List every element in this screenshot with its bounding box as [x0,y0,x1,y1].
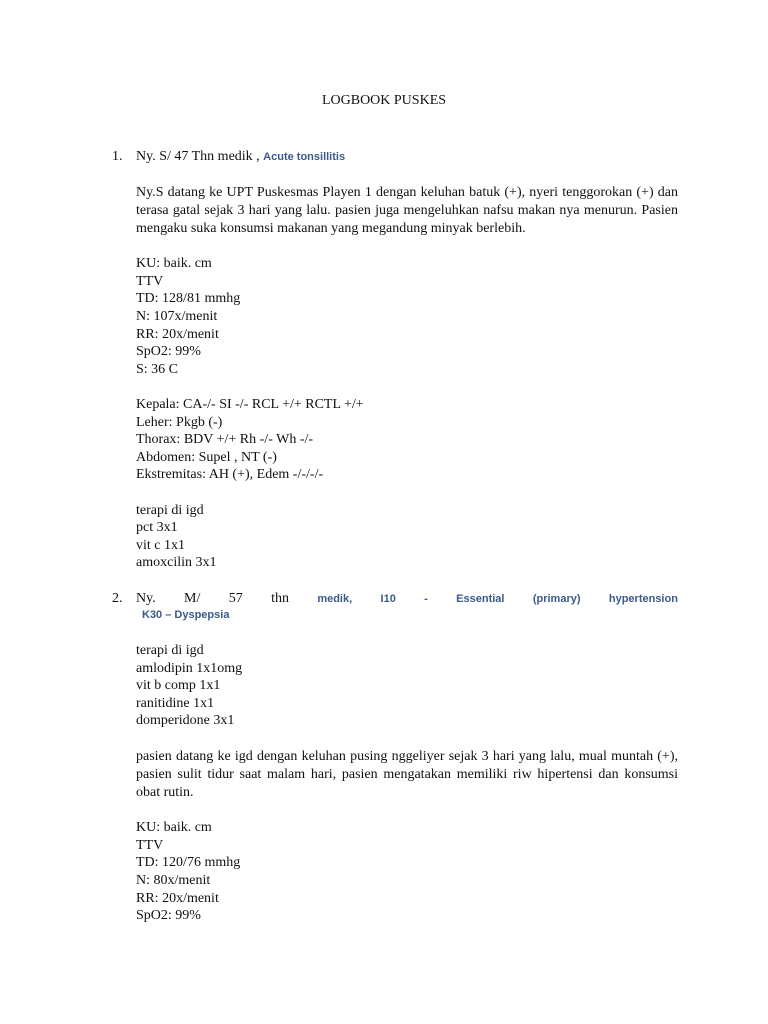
logbook-entry-2 [112,590,678,925]
diagnosis-word: I10 [380,593,396,605]
vital-line: TD: 120/76 mmhg [136,855,241,871]
therapy-line: terapi di igd [136,643,204,658]
therapy-line: terapi di igd [136,502,204,518]
therapy-line: ranitidine 1x1 [136,695,215,711]
diagnosis-word: (primary) [532,593,581,605]
document-title: LOGBOOK PUSKES [321,93,447,108]
patient-word: Ny. [136,591,156,606]
vital-line: KU: baik. cm [136,256,212,272]
exam-line: Abdomen: Supel , NT (-) [136,449,277,465]
diagnosis-word: hypertension [608,593,678,605]
vital-line: RR: 20x/menit [136,326,219,342]
diagnosis-word: - [424,593,428,605]
vital-line: SpO2: 99% [136,908,201,924]
diagnosis-secondary: K30 – Dyspepsia [142,609,230,621]
therapy-line: vit b comp 1x1 [136,678,221,694]
entry-number: 1. [112,149,123,164]
therapy-line: amlodipin 1x1omg [136,660,243,676]
vital-line: TTV [136,273,164,289]
entry-number: 2. [112,591,123,606]
therapy-line: pct 3x1 [136,520,178,536]
exam-line: Thorax: BDV +/+ Rh -/- Wh -/- [136,432,314,448]
physical-exam-list [136,396,678,484]
patient-info: Ny. S/ 47 Thn medik , [136,149,260,164]
anamnesis-paragraph: Ny.S datang ke UPT Puskesmas Playen 1 dengan keluhan batuk (+), nyeri tenggorokan (+) dan terasa gatal sejak 3 hari yang lalu. pasien juga mengeluhkan nafsu makan nya menurun. Pasien mengaku suka konsumsi makanan yang megandung minyak berlebih. [136,184,678,236]
patient-word: thn [271,591,289,606]
vital-line: S: 36 C [136,361,179,377]
vital-line: N: 80x/menit [136,872,211,888]
therapy-list [136,502,678,572]
entry-heading [136,590,678,608]
therapy-list [136,642,678,730]
patient-word: 57 [228,591,243,606]
entry-heading [136,148,678,166]
entry-content [136,590,678,925]
entry-content [136,148,678,572]
logbook-entry-1 [112,148,678,572]
diagnosis-word: Essential [456,593,505,605]
exam-line: Leher: Pkgb (-) [136,414,223,430]
vital-line: KU: baik. cm [136,820,212,836]
patient-word: M/ [184,591,201,606]
vital-line: RR: 20x/menit [136,890,219,906]
vitals-list [136,819,678,925]
vital-line: TTV [136,837,164,853]
vital-line: SpO2: 99% [136,344,201,360]
diagnosis-word: medik, [317,593,353,605]
vital-line: N: 107x/menit [136,308,218,324]
diagnosis-label: Acute tonsillitis [263,151,346,163]
therapy-line: amoxcilin 3x1 [136,555,217,571]
therapy-line: domperidone 3x1 [136,713,235,729]
vital-line: TD: 128/81 mmhg [136,291,241,307]
anamnesis-paragraph: pasien datang ke igd dengan keluhan pusing nggeliyer sejak 3 hari yang lalu, mual muntah (+), pasien sulit tidur saat malam hari, pasien mengatakan memiliki riw hipertensi dan konsumsi obat rutin. [136,748,678,800]
exam-line: Kepala: CA-/- SI -/- RCL +/+ RCTL +/+ [136,396,364,412]
therapy-line: vit c 1x1 [136,537,185,553]
vitals-list [136,255,678,378]
exam-line: Ekstremitas: AH (+), Edem -/-/-/- [136,467,324,483]
